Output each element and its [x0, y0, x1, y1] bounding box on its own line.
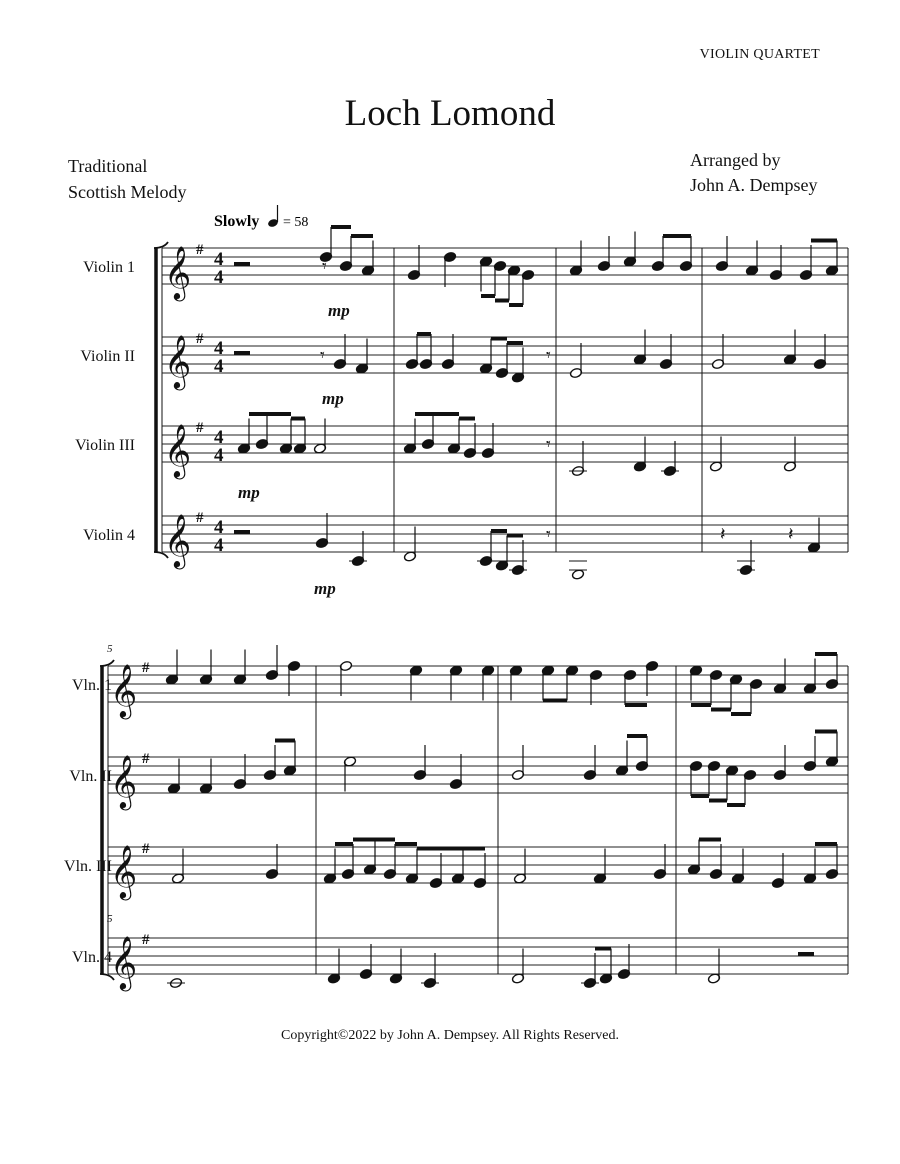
treble-clef-icon: 𝄞	[110, 846, 138, 897]
treble-clef-icon: 𝄞	[164, 425, 192, 476]
arranger-line-1: Arranged by	[690, 150, 781, 170]
dynamic-marking: mp	[314, 579, 336, 598]
sharp-key-signature-icon: #	[142, 660, 150, 676]
instrument-label: Violin III	[75, 437, 135, 454]
half-rest-icon	[234, 530, 250, 534]
rest-icon: 𝄾	[320, 345, 325, 365]
time-signature-top: 4	[214, 517, 224, 538]
dynamic-marking: mp	[328, 301, 350, 320]
measure-number: 5	[107, 643, 113, 655]
sharp-key-signature-icon: #	[196, 242, 204, 258]
piece-title: Loch Lomond	[344, 93, 556, 134]
tempo-bpm: = 58	[283, 215, 309, 230]
time-signature-bottom: 4	[214, 267, 224, 288]
time-signature-top: 4	[214, 427, 224, 448]
sharp-key-signature-icon: #	[196, 420, 204, 436]
time-signature-top: 4	[214, 249, 224, 270]
instrument-label: Vln. III	[64, 858, 112, 875]
rest-icon: 𝄾	[322, 256, 327, 276]
arranger-line-2: John A. Dempsey	[690, 175, 818, 195]
sharp-key-signature-icon: #	[196, 510, 204, 526]
instrument-label: Vln. II	[69, 768, 112, 785]
rest-icon: 𝄾	[546, 434, 551, 454]
sharp-key-signature-icon: #	[142, 932, 150, 948]
treble-clef-icon: 𝄞	[110, 665, 138, 716]
rest-icon: 𝄽	[788, 524, 794, 544]
rest-icon: 𝄽	[720, 524, 726, 544]
system-2	[64, 643, 848, 991]
sharp-key-signature-icon: #	[142, 751, 150, 767]
ensemble-label: VIOLIN QUARTET	[699, 47, 820, 62]
time-signature-bottom: 4	[214, 535, 224, 556]
rest-icon: 𝄾	[546, 345, 551, 365]
dynamic-marking: mp	[322, 389, 344, 408]
sharp-key-signature-icon: #	[142, 841, 150, 857]
treble-clef-icon: 𝄞	[164, 515, 192, 566]
measure-number: 5	[107, 913, 113, 925]
instrument-label: Vln. 4	[72, 949, 112, 966]
note-head	[571, 569, 584, 580]
treble-clef-icon: 𝄞	[164, 336, 192, 387]
instrument-label: Vln. 1	[72, 677, 112, 694]
composer-line-1: Traditional	[68, 156, 148, 176]
half-rest-icon	[798, 952, 814, 956]
copyright-notice: Copyright©2022 by John A. Dempsey. All Rights Reserved.	[281, 1028, 619, 1043]
time-signature-bottom: 4	[214, 445, 224, 466]
instrument-label: Violin 4	[83, 527, 135, 544]
treble-clef-icon: 𝄞	[110, 937, 138, 988]
treble-clef-icon: 𝄞	[164, 247, 192, 298]
instrument-label: Violin II	[80, 348, 135, 365]
time-signature-top: 4	[214, 338, 224, 359]
sharp-key-signature-icon: #	[196, 331, 204, 347]
system-1	[75, 227, 848, 598]
half-rest-icon	[234, 262, 250, 266]
rest-icon: 𝄾	[546, 524, 551, 544]
tempo-text: Slowly	[214, 213, 260, 230]
treble-clef-icon: 𝄞	[110, 756, 138, 807]
dynamic-marking: mp	[238, 483, 260, 502]
composer-line-2: Scottish Melody	[68, 182, 187, 202]
time-signature-bottom: 4	[214, 356, 224, 377]
instrument-label: Violin 1	[83, 259, 135, 276]
half-rest-icon	[234, 351, 250, 355]
